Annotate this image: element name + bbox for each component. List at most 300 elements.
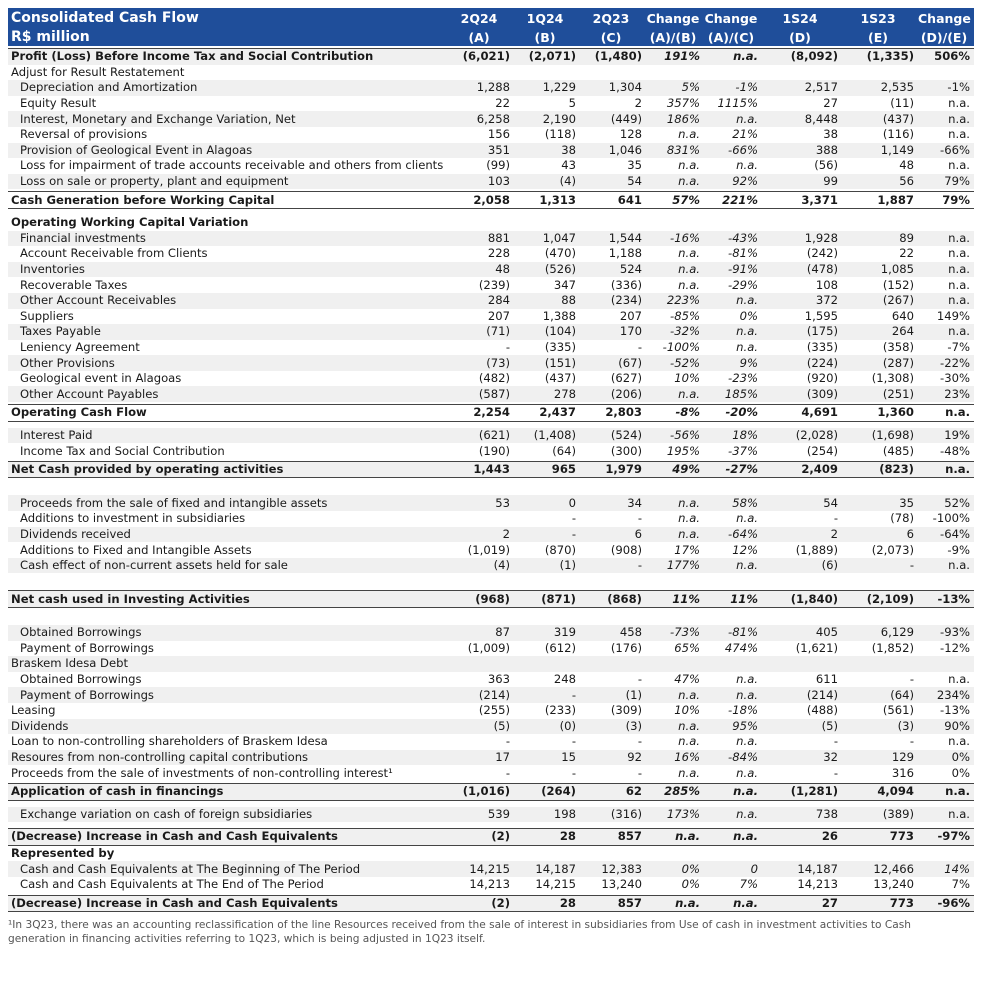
- row-value: n.a.: [948, 230, 970, 245]
- row-value: 347: [553, 277, 576, 292]
- row-value: 17: [495, 750, 510, 765]
- row-value: (264): [541, 784, 576, 799]
- row-value: (1,621): [795, 640, 838, 655]
- row-value: (78): [890, 511, 914, 526]
- table-row: [8, 783, 974, 801]
- row-value: -: [833, 511, 838, 526]
- row-value: 54: [823, 495, 838, 510]
- row-value: 87: [495, 625, 510, 640]
- row-value: (612): [544, 640, 576, 655]
- row-value: 26: [821, 829, 838, 844]
- row-label: Proceeds from the sale of investments of non-controlling interest¹: [11, 765, 393, 780]
- row-value: (0): [559, 718, 576, 733]
- table-row: [8, 641, 974, 657]
- row-value: (6): [821, 558, 838, 573]
- row-value: 965: [551, 462, 576, 477]
- row-value: -: [571, 734, 576, 749]
- row-value: (267): [882, 293, 914, 308]
- row-value: 506%: [934, 49, 970, 64]
- row-label: Other Account Payables: [20, 386, 159, 401]
- table-row: [8, 355, 974, 371]
- row-value: 264: [891, 324, 914, 339]
- row-label: Exchange variation on cash of foreign subsidiaries: [20, 806, 313, 821]
- row-value: n.a.: [948, 127, 970, 142]
- header-col-top: Change: [918, 11, 971, 26]
- row-value: n.a.: [733, 49, 758, 64]
- row-value: 11%: [672, 591, 700, 606]
- row-value: 2: [830, 526, 838, 541]
- row-value: 1,046: [608, 142, 642, 157]
- table-row: [8, 111, 974, 127]
- row-value: n.a.: [736, 158, 758, 173]
- row-value: (67): [618, 355, 642, 370]
- row-value: -1%: [947, 80, 970, 95]
- row-value: (254): [806, 443, 838, 458]
- row-value: n.a.: [948, 734, 970, 749]
- row-value: (823): [879, 462, 914, 477]
- table-row: [8, 143, 974, 159]
- row-value: (485): [882, 443, 914, 458]
- header-col-bottom: (D)/(E): [920, 30, 968, 45]
- row-value: n.a.: [948, 324, 970, 339]
- header-col-top: 1S23: [860, 11, 896, 26]
- row-value: 14,213: [469, 877, 510, 892]
- table-row: [8, 625, 974, 641]
- row-label: Payment of Borrowings: [20, 640, 154, 655]
- row-value: 129: [891, 750, 914, 765]
- row-value: -81%: [728, 625, 758, 640]
- row-label: Adjust for Result Restatement: [11, 64, 185, 79]
- header-col-2q24: [448, 10, 514, 46]
- row-value: -96%: [937, 895, 970, 910]
- row-value: (309): [806, 386, 838, 401]
- row-value: 1,229: [542, 80, 576, 95]
- row-value: (437): [882, 111, 914, 126]
- row-value: 90%: [944, 718, 970, 733]
- row-value: 223%: [666, 293, 700, 308]
- row-value: (2,073): [871, 542, 914, 557]
- row-value: n.a.: [948, 672, 970, 687]
- row-value: 14,215: [469, 861, 510, 876]
- row-value: 738: [815, 806, 838, 821]
- row-value: (561): [882, 703, 914, 718]
- row-value: 198: [553, 806, 576, 821]
- table-row: [8, 672, 974, 688]
- row-value: 372: [815, 293, 838, 308]
- table-row: [8, 48, 974, 65]
- row-value: (470): [544, 246, 576, 261]
- row-value: -: [637, 672, 642, 687]
- row-value: (1,009): [467, 640, 510, 655]
- row-value: -1%: [735, 80, 758, 95]
- row-value: 1,595: [804, 308, 838, 323]
- row-label: Interest, Monetary and Exchange Variation, Net: [20, 111, 296, 126]
- row-value: 3,371: [801, 192, 838, 207]
- row-value: 21%: [732, 127, 758, 142]
- table-row: [8, 828, 974, 846]
- table-row: [8, 324, 974, 340]
- row-value: (358): [882, 339, 914, 354]
- row-value: 43: [561, 158, 576, 173]
- row-value: -: [833, 734, 838, 749]
- row-value: -64%: [728, 526, 758, 541]
- row-value: 640: [891, 308, 914, 323]
- header-col-1q24: [514, 10, 580, 46]
- row-value: 103: [487, 174, 510, 189]
- row-value: n.a.: [945, 784, 970, 799]
- row-value: 108: [815, 277, 838, 292]
- row-value: (1,016): [462, 784, 510, 799]
- row-value: 285%: [664, 784, 700, 799]
- row-value: -9%: [947, 542, 970, 557]
- row-value: n.a.: [678, 127, 700, 142]
- row-value: -13%: [937, 591, 970, 606]
- row-value: (4): [559, 174, 576, 189]
- table-row: [8, 174, 974, 190]
- row-value: n.a.: [736, 558, 758, 573]
- row-value: n.a.: [948, 246, 970, 261]
- row-label: Cash and Cash Equivalents at The End of The Period: [20, 877, 324, 892]
- table-row: [8, 191, 974, 209]
- row-value: 1,149: [880, 142, 914, 157]
- row-value: n.a.: [733, 784, 758, 799]
- row-value: (1,408): [533, 427, 576, 442]
- row-value: 524: [619, 262, 642, 277]
- row-label: Equity Result: [20, 96, 97, 111]
- row-value: (251): [882, 386, 914, 401]
- row-value: 2,535: [880, 80, 914, 95]
- row-value: -: [833, 765, 838, 780]
- row-value: n.a.: [678, 511, 700, 526]
- header-col-bottom: (C): [600, 30, 622, 45]
- row-value: (336): [610, 277, 642, 292]
- row-label: Provision of Geological Event in Alagoas: [20, 142, 253, 157]
- row-value: n.a.: [678, 526, 700, 541]
- table-row: [8, 65, 974, 81]
- row-label: Dividends received: [20, 526, 131, 541]
- row-value: (2): [491, 829, 510, 844]
- row-value: -: [571, 765, 576, 780]
- row-value: n.a.: [678, 687, 700, 702]
- row-value: (152): [882, 277, 914, 292]
- row-value: (437): [544, 371, 576, 386]
- row-value: (1): [559, 558, 576, 573]
- row-value: -16%: [670, 230, 700, 245]
- row-value: (1,335): [866, 49, 914, 64]
- row-value: (2,028): [795, 427, 838, 442]
- row-value: (8,092): [790, 49, 838, 64]
- row-value: n.a.: [948, 293, 970, 308]
- row-value: (1,019): [467, 542, 510, 557]
- row-value: (482): [478, 371, 510, 386]
- row-value: n.a.: [678, 246, 700, 261]
- row-value: (64): [552, 443, 576, 458]
- row-value: (1,480): [594, 49, 642, 64]
- row-value: -29%: [728, 277, 758, 292]
- row-value: -: [637, 511, 642, 526]
- row-value: 79%: [944, 174, 970, 189]
- row-value: 0: [568, 495, 576, 510]
- row-value: -66%: [728, 142, 758, 157]
- row-value: 28: [559, 895, 576, 910]
- row-value: 773: [889, 829, 914, 844]
- row-value: (190): [478, 443, 510, 458]
- row-value: 6: [906, 526, 914, 541]
- row-value: (214): [478, 687, 510, 702]
- row-value: (868): [607, 591, 642, 606]
- table-row: [8, 703, 974, 719]
- row-value: (176): [610, 640, 642, 655]
- row-value: -7%: [947, 339, 970, 354]
- row-value: (151): [544, 355, 576, 370]
- row-value: 2: [634, 96, 642, 111]
- row-value: -18%: [728, 703, 758, 718]
- row-value: 186%: [666, 111, 700, 126]
- row-value: 5: [568, 96, 576, 111]
- row-value: (870): [544, 542, 576, 557]
- row-value: (64): [890, 687, 914, 702]
- row-value: -73%: [670, 625, 700, 640]
- footnote: ¹In 3Q23, there was an accounting reclassification of the line Resources received from the sale of interest in subsidiaries from Use of cash in investment activities to Cash generation in financing activities referring to 1Q23, which is being adjusted in 1Q23 itself.: [8, 919, 911, 946]
- row-value: 57%: [672, 192, 700, 207]
- row-label: Net cash used in Investing Activities: [11, 591, 250, 606]
- row-value: (239): [478, 277, 510, 292]
- row-label: Payment of Borrowings: [20, 687, 154, 702]
- row-value: n.a.: [675, 829, 700, 844]
- row-label: Geological event in Alagoas: [20, 371, 182, 386]
- row-value: 2,803: [605, 405, 642, 420]
- row-value: 0%: [951, 750, 970, 765]
- row-value: n.a.: [675, 895, 700, 910]
- row-value: 48: [495, 262, 510, 277]
- row-value: -85%: [670, 308, 700, 323]
- row-value: 1,360: [877, 405, 914, 420]
- row-value: -23%: [728, 371, 758, 386]
- row-label: Obtained Borrowings: [20, 672, 142, 687]
- row-value: (71): [486, 324, 510, 339]
- row-value: (316): [610, 806, 642, 821]
- row-value: n.a.: [736, 687, 758, 702]
- row-value: n.a.: [945, 405, 970, 420]
- row-value: -: [909, 734, 914, 749]
- header-col-top: 1Q24: [526, 11, 564, 26]
- row-value: n.a.: [736, 765, 758, 780]
- row-value: (968): [475, 591, 510, 606]
- row-value: 15: [561, 750, 576, 765]
- row-value: n.a.: [948, 96, 970, 111]
- row-value: (3): [897, 718, 914, 733]
- row-value: n.a.: [736, 511, 758, 526]
- row-value: n.a.: [948, 558, 970, 573]
- row-value: n.a.: [678, 277, 700, 292]
- row-value: (920): [806, 371, 838, 386]
- row-value: 4,094: [877, 784, 914, 799]
- row-value: 173%: [666, 806, 700, 821]
- table-row: [8, 527, 974, 543]
- table-row: [8, 558, 974, 574]
- row-value: 857: [617, 829, 642, 844]
- table-row: [8, 309, 974, 325]
- row-label: (Decrease) Increase in Cash and Cash Equivalents: [11, 895, 338, 910]
- row-value: n.a.: [736, 324, 758, 339]
- row-value: 2,517: [804, 80, 838, 95]
- row-value: (214): [806, 687, 838, 702]
- row-value: n.a.: [945, 462, 970, 477]
- header-col-top: Change: [646, 11, 700, 26]
- row-value: (449): [610, 111, 642, 126]
- row-value: 27: [823, 96, 838, 111]
- row-label: Resoures from non-controlling capital contributions: [11, 750, 309, 765]
- row-value: 474%: [724, 640, 758, 655]
- row-label: Inventories: [20, 262, 85, 277]
- row-value: 458: [619, 625, 642, 640]
- row-value: 0%: [681, 861, 700, 876]
- header-col-bottom: (D): [789, 30, 811, 45]
- row-value: 351: [487, 142, 510, 157]
- row-value: 22: [899, 246, 914, 261]
- row-value: 857: [617, 895, 642, 910]
- row-value: 99: [823, 174, 838, 189]
- row-label: Obtained Borrowings: [20, 625, 142, 640]
- row-value: (4): [493, 558, 510, 573]
- row-value: 1,887: [877, 192, 914, 207]
- row-value: 2,190: [542, 111, 576, 126]
- row-value: 195%: [666, 443, 700, 458]
- row-value: 14,187: [535, 861, 576, 876]
- row-value: -: [571, 526, 576, 541]
- row-value: 831%: [666, 142, 700, 157]
- row-label: Application of cash in financings: [11, 784, 224, 799]
- row-value: -: [571, 511, 576, 526]
- row-value: 18%: [732, 427, 758, 442]
- table-row: [8, 590, 974, 608]
- row-value: 1,304: [608, 80, 642, 95]
- row-value: n.a.: [948, 158, 970, 173]
- row-value: 0: [750, 861, 758, 876]
- row-value: 0%: [739, 308, 758, 323]
- table-row: [8, 511, 974, 527]
- row-value: -12%: [940, 640, 970, 655]
- table-row: [8, 340, 974, 356]
- row-label: Income Tax and Social Contribution: [20, 443, 225, 458]
- row-value: -81%: [728, 246, 758, 261]
- table-row: [8, 262, 974, 278]
- row-value: 278: [553, 386, 576, 401]
- table-row: [8, 231, 974, 247]
- row-value: 92: [627, 750, 642, 765]
- row-label: Other Provisions: [20, 355, 115, 370]
- row-value: -91%: [728, 262, 758, 277]
- row-value: n.a.: [948, 277, 970, 292]
- row-value: -: [637, 339, 642, 354]
- row-value: 539: [487, 806, 510, 821]
- row-value: (488): [806, 703, 838, 718]
- row-label: Loss for impairment of trade accounts receivable and others from clients: [20, 158, 444, 173]
- table-row: [8, 846, 974, 862]
- row-value: -100%: [662, 339, 700, 354]
- row-value: (309): [610, 703, 642, 718]
- header-col-top: Change: [704, 11, 758, 26]
- table-row: [8, 750, 974, 766]
- row-value: -: [909, 672, 914, 687]
- row-value: 14%: [944, 861, 970, 876]
- row-value: (242): [806, 246, 838, 261]
- row-value: 1,544: [608, 230, 642, 245]
- row-value: 56: [899, 174, 914, 189]
- row-label: Suppliers: [20, 308, 74, 323]
- row-value: -66%: [940, 142, 970, 157]
- row-value: 14,213: [797, 877, 838, 892]
- row-value: n.a.: [736, 672, 758, 687]
- row-value: 388: [815, 142, 838, 157]
- row-value: 32: [823, 750, 838, 765]
- row-label: Braskem Idesa Debt: [11, 656, 128, 671]
- row-value: 2,058: [473, 192, 510, 207]
- row-value: (2,071): [528, 49, 576, 64]
- row-value: 1,443: [473, 462, 510, 477]
- table-row: [8, 371, 974, 387]
- row-value: -: [637, 765, 642, 780]
- row-value: 248: [553, 672, 576, 687]
- row-value: -: [505, 765, 510, 780]
- row-value: 319: [553, 625, 576, 640]
- row-value: 363: [487, 672, 510, 687]
- row-label: Additions to investment in subsidiaries: [20, 511, 246, 526]
- row-value: n.a.: [678, 765, 700, 780]
- table-row: [8, 277, 974, 293]
- row-value: 191%: [664, 49, 700, 64]
- row-value: 1,085: [880, 262, 914, 277]
- row-value: (335): [806, 339, 838, 354]
- row-value: 8,448: [804, 111, 838, 126]
- table-row: [8, 127, 974, 143]
- table-row: [8, 734, 974, 750]
- row-value: -13%: [940, 703, 970, 718]
- table-row: [8, 807, 974, 823]
- row-value: -97%: [937, 829, 970, 844]
- row-value: (3): [625, 718, 642, 733]
- row-label: Loss on sale or property, plant and equipment: [20, 174, 289, 189]
- row-value: n.a.: [736, 293, 758, 308]
- header-col-top: 1S24: [782, 11, 818, 26]
- row-label: Taxes Payable: [20, 324, 101, 339]
- row-value: (478): [806, 262, 838, 277]
- row-value: 228: [487, 246, 510, 261]
- table-row: [8, 246, 974, 262]
- row-value: (56): [814, 158, 838, 173]
- row-value: n.a.: [678, 718, 700, 733]
- table-row: [8, 656, 974, 672]
- row-value: (6,021): [462, 49, 510, 64]
- row-value: 19%: [944, 427, 970, 442]
- row-value: (104): [544, 324, 576, 339]
- row-value: -84%: [728, 750, 758, 765]
- row-value: -56%: [670, 427, 700, 442]
- row-value: -93%: [940, 625, 970, 640]
- row-value: 1,313: [539, 192, 576, 207]
- row-value: (524): [610, 427, 642, 442]
- row-value: (2,109): [866, 591, 914, 606]
- row-value: 1,388: [542, 308, 576, 323]
- row-value: (5): [493, 718, 510, 733]
- row-value: (1,840): [790, 591, 838, 606]
- header-col-change-de: [918, 10, 974, 46]
- row-value: n.a.: [736, 734, 758, 749]
- row-value: 16%: [674, 750, 700, 765]
- table-row: [8, 215, 974, 231]
- row-value: 11%: [730, 591, 758, 606]
- row-value: 34: [627, 495, 642, 510]
